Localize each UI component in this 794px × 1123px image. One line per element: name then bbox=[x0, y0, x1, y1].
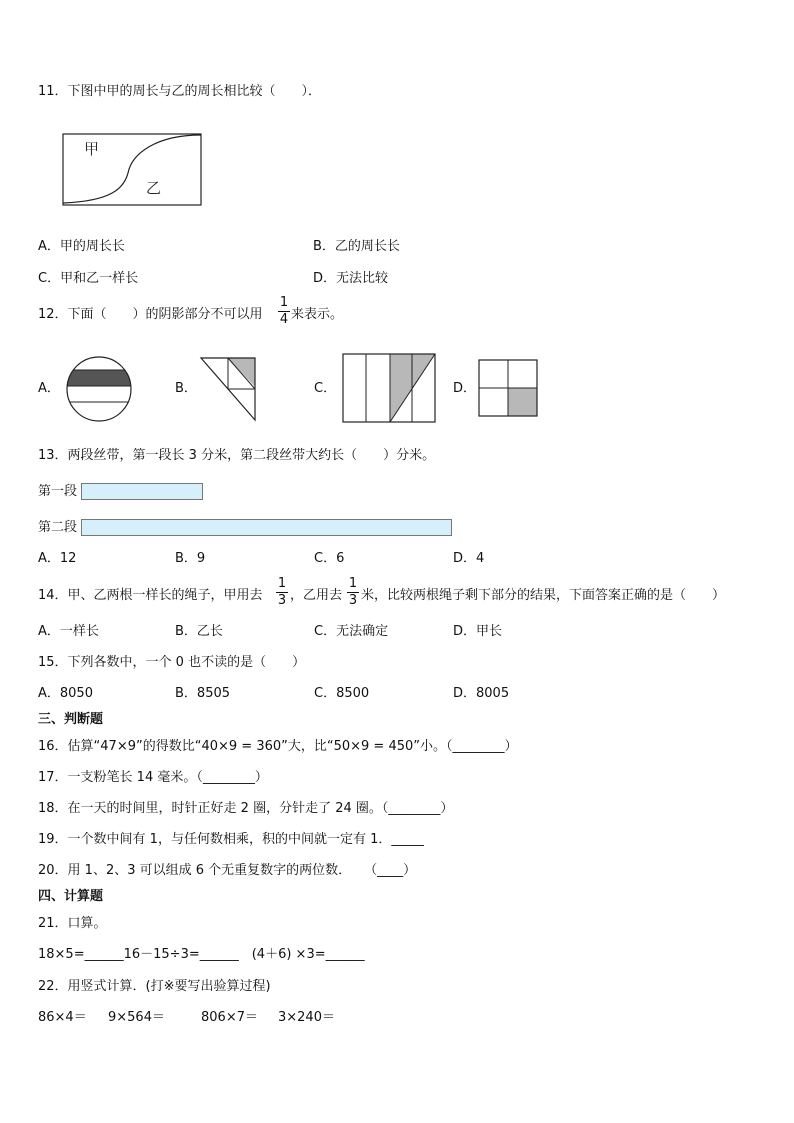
section-3-title: 三、判断题 bbox=[38, 712, 104, 727]
q12a-shaded-band bbox=[66, 370, 134, 386]
q13-ribbon-2 bbox=[81, 519, 452, 536]
q13-ribbon-1 bbox=[81, 483, 203, 500]
q12-stem-before: 12．下面（ ）的阴影部分不可以用 bbox=[38, 307, 263, 322]
q11-option-c: C．甲和乙一样长 bbox=[38, 271, 139, 286]
q13-option-a: A．12 bbox=[38, 551, 77, 566]
q14-option-b: B．乙长 bbox=[175, 624, 223, 639]
q18-text: 18．在一天的时间里，时针正好走 2 圈，分针走了 24 圈。（________） bbox=[38, 801, 454, 816]
q12-frac-den: 4 bbox=[279, 312, 289, 327]
q11-stem: 11．下图中甲的周长与乙的周长相比较（ ）． bbox=[38, 84, 322, 99]
q14-option-c: C．无法确定 bbox=[314, 624, 389, 639]
q21-stem: 21．口算。 bbox=[38, 916, 107, 931]
q14-stem-part2: ，乙用去 bbox=[290, 588, 343, 603]
q12d-shaded-square bbox=[508, 388, 537, 416]
q11-option-b: B．乙的周长长 bbox=[313, 239, 400, 254]
q11-label-jia: 甲 bbox=[84, 140, 100, 158]
q12-option-a-figure bbox=[66, 356, 134, 424]
q12-option-b-figure bbox=[200, 357, 258, 423]
q13-option-c: C．6 bbox=[314, 551, 345, 566]
q16-text: 16．估算“47×9”的得数比“40×9 = 360”大，比“50×9 = 450”小。（________） bbox=[38, 739, 518, 754]
section-4-title: 四、计算题 bbox=[38, 889, 104, 904]
q17-text: 17．一支粉笔长 14 毫米。（________） bbox=[38, 770, 268, 785]
q13-seg2-label: 第二段 bbox=[38, 520, 78, 535]
q22-expr-1: 86×4＝ bbox=[38, 1010, 87, 1025]
q15-option-d: D．8005 bbox=[453, 686, 510, 701]
q22-stem: 22．用竖式计算．(打※要写出验算过程) bbox=[38, 979, 271, 994]
q14-option-d: D．甲长 bbox=[453, 624, 503, 639]
q12-option-c-figure bbox=[342, 353, 438, 425]
q15-option-c: C．8500 bbox=[314, 686, 370, 701]
q20-text: 20．用 1、2、3 可以组成 6 个无重复数字的两位数． （____） bbox=[38, 863, 417, 878]
q11-figure bbox=[62, 133, 204, 209]
q14-stem-part1: 14．甲、乙两根一样长的绳子，甲用去 bbox=[38, 588, 263, 603]
q12-option-d-figure bbox=[478, 359, 540, 419]
q11-label-yi: 乙 bbox=[146, 179, 162, 197]
q13-stem: 13．两段丝带，第一段长 3 分米，第二段丝带大约长（ ）分米。 bbox=[38, 448, 436, 463]
q15-option-a: A．8050 bbox=[38, 686, 93, 701]
q14-fraction-1: 1 3 bbox=[277, 576, 287, 608]
q13-seg1-label: 第一段 bbox=[38, 484, 78, 499]
q14-stem-part3: 米，比较两根绳子剩下部分的结果，下面答案正确的是（ ） bbox=[361, 588, 726, 603]
q22-expr-4: 3×240＝ bbox=[278, 1010, 335, 1025]
q13-option-d: D．4 bbox=[453, 551, 485, 566]
q15-option-b: B．8505 bbox=[175, 686, 231, 701]
q12-stem-after: 来表示。 bbox=[291, 307, 344, 322]
q12-option-b-label: B． bbox=[175, 381, 197, 396]
q21-expressions: 18×5=______16－15÷3=______ (4＋6) ×3=______ bbox=[38, 947, 365, 962]
q12-option-d-label: D． bbox=[453, 381, 477, 396]
q14-fraction-2: 1 3 bbox=[348, 576, 358, 608]
q14-option-a: A．一样长 bbox=[38, 624, 99, 639]
q11-option-d: D．无法比较 bbox=[313, 271, 389, 286]
q15-stem: 15．下列各数中，一个 0 也不读的是（ ） bbox=[38, 655, 306, 670]
q12-fraction bbox=[278, 296, 290, 327]
q22-expr-2: 9×564＝ bbox=[108, 1010, 165, 1025]
q12-frac-num: 1 bbox=[279, 295, 289, 310]
q22-expr-3: 806×7＝ bbox=[201, 1010, 258, 1025]
q13-option-b: B．9 bbox=[175, 551, 206, 566]
q12-option-a-label: A． bbox=[38, 381, 60, 396]
q19-text: 19．一个数中间有 1，与任何数相乘，积的中间就一定有 1．_____ bbox=[38, 832, 424, 847]
q12-option-c-label: C． bbox=[314, 381, 337, 396]
q11-option-a: A．甲的周长长 bbox=[38, 239, 125, 254]
